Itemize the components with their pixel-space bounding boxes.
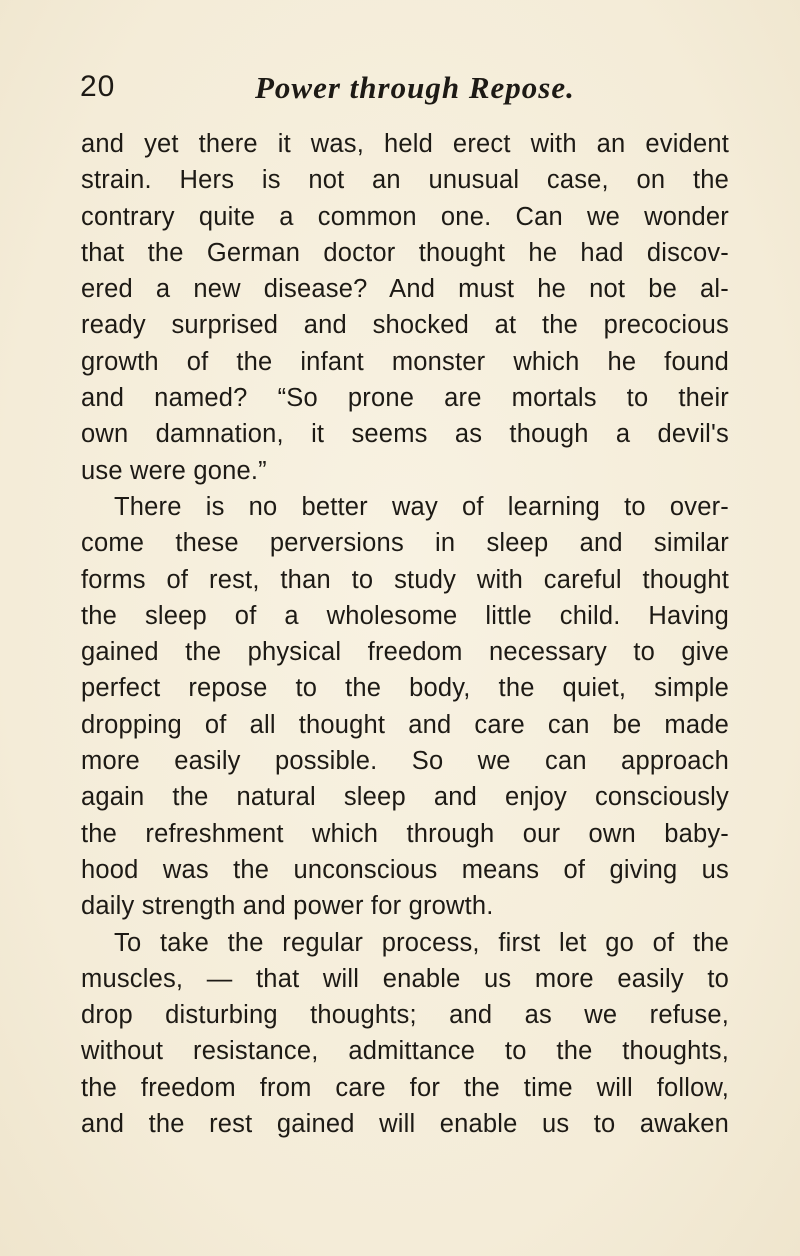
text-line: gained the physical freedom necessary to give [81, 638, 729, 667]
text-line: There is no better way of learning to over- [114, 492, 729, 521]
text-line: ready surprised and shocked at the precocious [81, 311, 729, 340]
text-line: contrary quite a common one. Can we wonder [81, 202, 729, 231]
text-line: dropping of all thought and care can be made [81, 710, 729, 739]
text-line: that the German doctor thought he had discov- [81, 238, 729, 267]
page-header [80, 70, 740, 110]
running-title: Power through Repose. [255, 70, 575, 105]
text-line: perfect repose to the body, the quiet, simple [81, 674, 729, 703]
text-line: own damnation, it seems as though a devil's [81, 420, 729, 449]
text-line: more easily possible. So we can approach [81, 747, 729, 776]
text-line: forms of rest, than to study with careful thought [81, 565, 729, 594]
text-line: without resistance, admittance to the thoughts, [81, 1037, 729, 1066]
text-line: growth of the infant monster which he found [81, 347, 729, 376]
text-line: the freedom from care for the time will follow, [81, 1073, 729, 1102]
text-line: strain. Hers is not an unusual case, on the [81, 166, 729, 195]
text-line: ered a new disease? And must he not be al- [81, 275, 729, 304]
text-line: and the rest gained will enable us to awaken [81, 1110, 729, 1139]
text-line: use were gone.” [81, 456, 267, 485]
page-number: 20 [80, 70, 116, 103]
text-line: the sleep of a wholesome little child. Having [81, 601, 729, 630]
text-line: hood was the unconscious means of giving us [81, 855, 729, 884]
body-text [81, 126, 729, 1142]
text-line: and named? “So prone are mortals to their [81, 384, 729, 413]
text-line: and yet there it was, held erect with an evident [81, 130, 729, 158]
text-line: the refreshment which through our own baby- [81, 819, 729, 848]
text-line: come these perversions in sleep and similar [81, 529, 729, 558]
text-line: daily strength and power for growth. [81, 892, 494, 921]
text-line: again the natural sleep and enjoy consciously [81, 783, 729, 812]
text-line: drop disturbing thoughts; and as we refuse, [81, 1001, 729, 1030]
text-line: muscles, — that will enable us more easily to [81, 964, 729, 993]
text-line: To take the regular process, first let go of the [114, 928, 729, 957]
